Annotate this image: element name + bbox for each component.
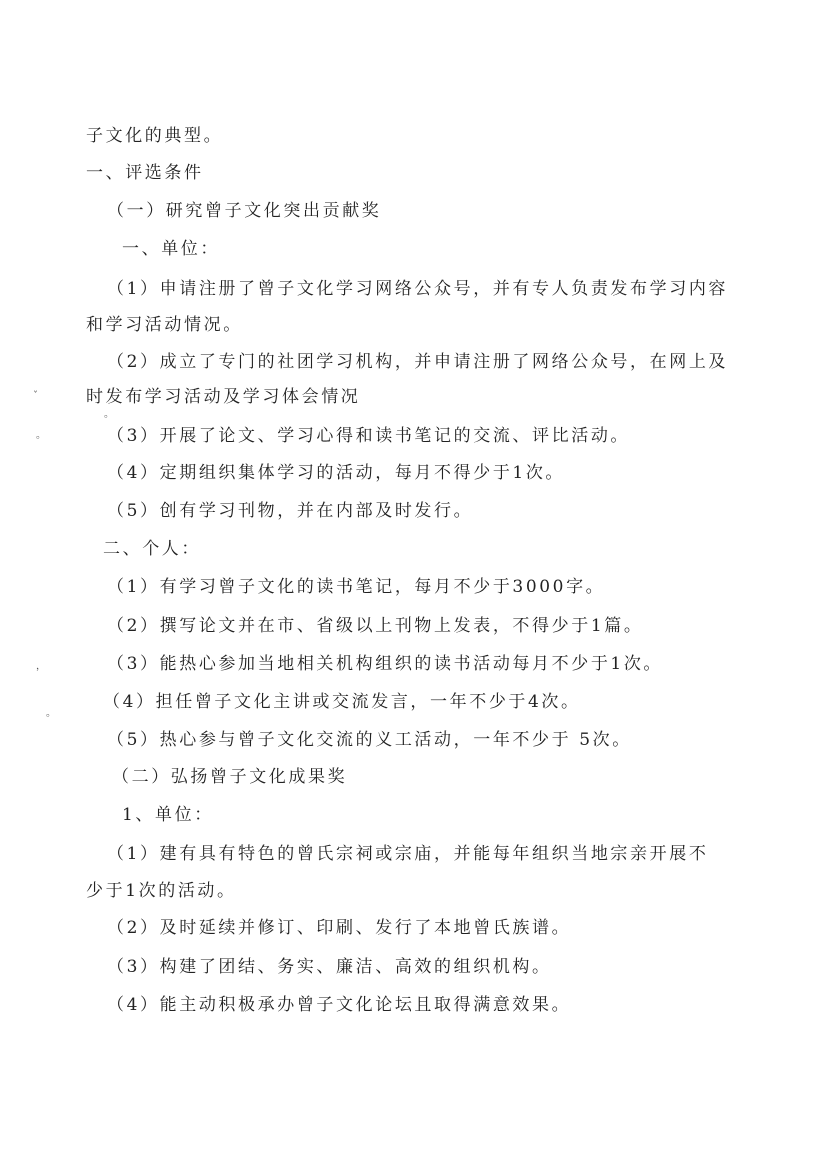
criterion-promotion-1-cont: 少于1次的活动。	[86, 881, 237, 901]
stray-mark: ˇ	[33, 391, 38, 402]
criterion-promotion-1: （1）建有具有特色的曾氏宗祠或宗庙，并能每年组织当地宗亲开展不	[107, 844, 709, 864]
category-heading-individual: 二、个人：	[103, 539, 201, 559]
subsection-heading-promotion-award: （二）弘扬曾子文化成果奖	[112, 767, 348, 787]
criterion-individual-4: （4）担任曾子文化主讲或交流发言，一年不少于4次。	[103, 692, 581, 712]
category-heading-unit-2: 1、单位：	[122, 805, 214, 825]
stray-mark: 。	[46, 708, 56, 719]
criterion-promotion-3: （3）构建了团结、务实、廉洁、高效的组织机构。	[107, 957, 552, 977]
criterion-unit-1: （1）申请注册了曾子文化学习网络公众号，并有专人负责发布学习内容	[107, 279, 729, 299]
criterion-individual-2: （2）撰写论文并在市、省级以上刊物上发表，不得少于1篇。	[107, 616, 644, 636]
criterion-individual-5: （5）热心参与曾子文化交流的义工活动，一年不少于 5次。	[107, 730, 632, 750]
stray-mark: ，	[36, 661, 46, 672]
criterion-unit-4: （4）定期组织集体学习的活动，每月不得少于1次。	[107, 463, 566, 483]
criterion-unit-1-cont: 和学习活动情况。	[86, 315, 243, 335]
text-line-1: 子文化的典型。	[86, 126, 224, 146]
criterion-promotion-4: （4）能主动积极承办曾子文化论坛且取得满意效果。	[107, 995, 572, 1015]
criterion-unit-2: （2）成立了专门的社团学习机构，并申请注册了网络公众号，在网上及	[107, 352, 729, 372]
criterion-unit-2-cont: 时发布学习活动及学习体会情况	[86, 387, 361, 407]
subsection-heading-research-award: （一）研究曾子文化突出贡献奖	[107, 201, 382, 221]
stray-mark: 。	[104, 409, 114, 420]
criterion-unit-5: （5）创有学习刊物，并在内部及时发行。	[107, 501, 474, 521]
section-heading: 一、评选条件	[86, 163, 204, 183]
criterion-promotion-2: （2）及时延续并修订、印刷、发行了本地曾氏族谱。	[107, 918, 572, 938]
criterion-unit-3: （3）开展了论文、学习心得和读书笔记的交流、评比活动。	[107, 426, 631, 446]
category-heading-unit: 一、单位：	[122, 239, 220, 259]
criterion-individual-1: （1）有学习曾子文化的读书笔记，每月不少于3000字。	[107, 577, 606, 597]
stray-mark: 。	[36, 430, 46, 441]
criterion-individual-3: （3）能热心参加当地相关机构组织的读书活动每月不少于1次。	[107, 654, 664, 674]
